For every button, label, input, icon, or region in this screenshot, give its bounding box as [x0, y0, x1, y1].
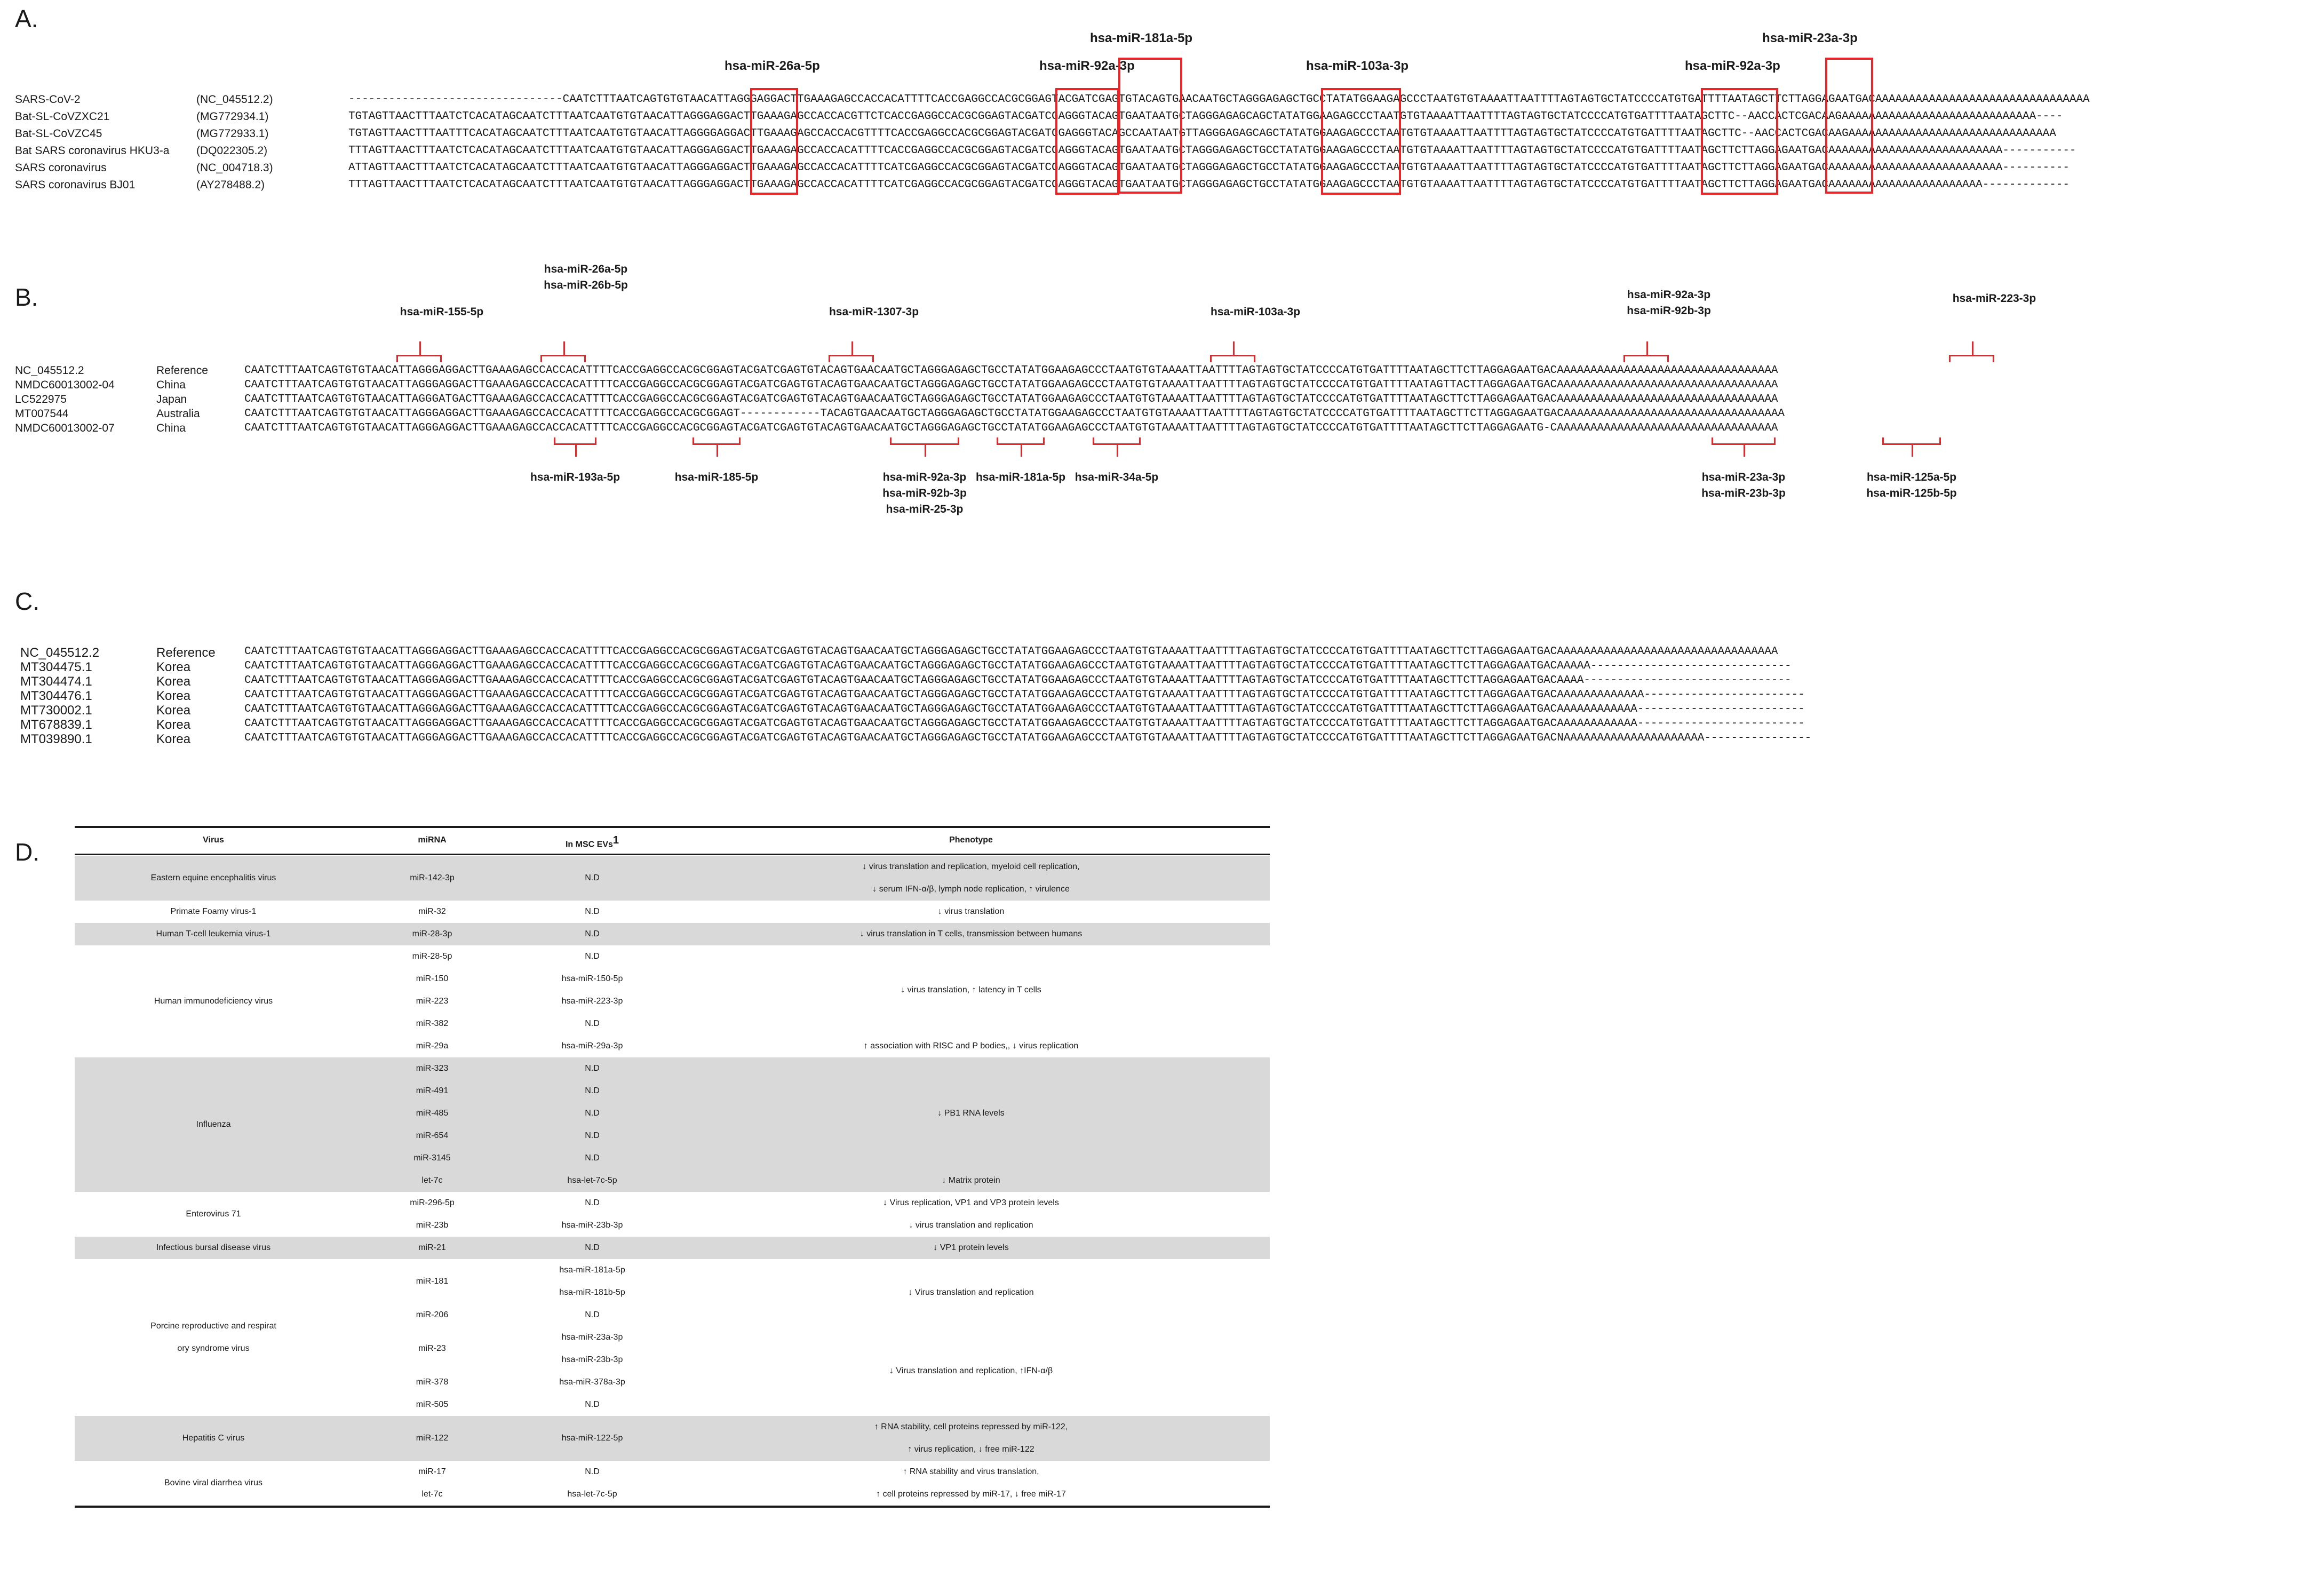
msc-ev-cell: hsa-miR-150-5p — [561, 974, 623, 983]
msc-ev-cell: hsa-miR-223-3p — [561, 997, 623, 1006]
accession-number: (NC_045512.2) — [196, 93, 273, 106]
phenotype-cell: ↓ Virus translation and replication, ↑IFN-α/β — [889, 1366, 1053, 1375]
mirna-label: hsa-miR-185-5p — [674, 471, 759, 483]
msc-ev-cell: hsa-miR-23a-3p hsa-miR-23b-3p — [561, 1333, 623, 1364]
mirna-label: hsa-miR-193a-5p — [530, 471, 620, 483]
mirna-cell: miR-142-3p — [410, 873, 455, 882]
nucleotide-sequence: CAATCTTTAATCAGTGTGTAACATTAGGGAGGACTTGAAAGAGCCACCACATTTTCACCGAGGCCACGCGGAGTACGATCGAGTGTACAGTGAACAATGCTAGGGAGAGCTGCCTATATGGAAGAGCCCTAATGTGTAAAATTAATTTTAGTAGTGCTATCCCCATGTGATTTTAATAGCTTCTTAGGAGAATGACAAAA------------------------------- — [244, 674, 1792, 687]
msc-ev-cell: N.D — [585, 1467, 600, 1476]
sequence-name: Bat-SL-CoVZXC21 — [15, 110, 110, 123]
virus-name-cell: Eastern equine encephalitis virus — [150, 873, 276, 882]
table-header-cell — [672, 829, 1270, 851]
msc-ev-cell: N.D — [585, 873, 600, 882]
sequence-name: NC_045512.2 — [15, 364, 84, 377]
nucleotide-sequence: CAATCTTTAATCAGTGTGTAACATTAGGGAGGACTTGAAAGAGCCACCACATTTTCACCGAGGCCACGCGGAGTACGATCGAGTGTACAGTGAACAATGCTAGGGAGAGCTGCCTATATGGAAGAGCCCTAATGTGTAAAATTAATTTTAGTAGTGCTATCCCCATGTGATTTTAATAGCTTCTTAGGAGAATGACAAAAAAAAAAAAA------------------------ — [244, 689, 1805, 701]
msc-ev-cell: N.D — [585, 1310, 600, 1319]
phenotype-cell: ↑ RNA stability and virus translation, ↑ cell proteins repressed by miR-17, ↓ free miR-17 — [876, 1467, 1066, 1499]
table-header-cell — [75, 829, 352, 851]
header-superscript: 1 — [612, 834, 619, 846]
header-text: miRNA — [418, 835, 447, 845]
mirna-label: hsa-miR-181a-5p — [975, 471, 1066, 483]
nucleotide-sequence: CAATCTTTAATCAGTGTGTAACATTAGGGAGGACTTGAAAGAGCCACCACATTTTCACCGAGGCCACGCGGAGT------------TACAGTGAACAATGCTAGGGAGAGCTGCCTATATGGAAGAGCCCTAATGTGTAAAATTAATTTTAGTAGTGCTATCCCCATGTGATTTTAATAGCTTCTTAGGAGAATGACAAAAAAAAAAAAAAAAAAAAAAAAAAAAAAAAA — [244, 408, 1785, 420]
sequence-name: MT730002.1 — [20, 703, 92, 718]
accession-number: (AY278488.2) — [196, 179, 265, 191]
sequence-name: NC_045512.2 — [20, 646, 100, 660]
sequence-name: Bat SARS coronavirus HKU3-a — [15, 145, 170, 157]
mirna-label: hsa-miR-92a-3p — [1039, 59, 1135, 73]
virus-name-cell: Human immunodeficiency virus — [154, 997, 273, 1006]
mirna-label: hsa-miR-223-3p — [1952, 292, 2036, 305]
msc-ev-cell: N.D — [585, 1153, 600, 1163]
mirna-cell: miR-382 — [416, 1019, 449, 1028]
country-label: Korea — [156, 732, 191, 746]
msc-ev-cell: N.D — [585, 952, 600, 961]
virus-name-cell: Bovine viral diarrhea virus — [164, 1478, 263, 1487]
nucleotide-sequence: TGTAGTTAACTTTAATCTCACATAGCAATCTTTAATCAATGTGTAACATTAGGGAGGACTTGAAAGAGCCACCACGTTCTCACCGAGGCCACGCGGAGTACGATCGAGGGTACAGTGAATAATGCTAGGGAGAGCAGCTATATGGAAGAGCCCTAATGTGTAAAATTAATTTTAGTAGTGCTATCCCCATGTGATTTTAATAGCTTC--AACCACTCGACAAGAAAAAAAAAAAAAAAAAAAAAAAAAAAAA---- — [348, 110, 2063, 123]
msc-ev-cell: hsa-miR-181a-5p hsa-miR-181b-5p — [559, 1265, 625, 1297]
mirna-label: hsa-miR-103a-3p — [1210, 306, 1301, 318]
header-text: Virus — [203, 835, 224, 845]
table-bottom-rule — [75, 1506, 1270, 1508]
mirna-cell: miR-32 — [418, 907, 446, 916]
phenotype-cell: ↓ PB1 RNA levels — [937, 1109, 1005, 1118]
sequence-name: MT678839.1 — [20, 718, 92, 732]
sequence-name: NMDC60013002-04 — [15, 379, 115, 391]
msc-ev-cell: N.D — [585, 1109, 600, 1118]
mirna-cell: miR-3145 — [413, 1153, 451, 1163]
country-label: Korea — [156, 703, 191, 718]
country-label: Australia — [156, 408, 200, 420]
msc-ev-cell: N.D — [585, 1131, 600, 1140]
header-text: In MSC EVs — [565, 840, 613, 849]
sequence-name: MT007544 — [15, 408, 69, 420]
nucleotide-sequence: CAATCTTTAATCAGTGTGTAACATTAGGGATGACTTGAAAGAGCCACCACATTTTCACCGAGGCCACGCGGAGTACGATCGAGTGTACAGTGAACAATGCTAGGGAGAGCTGCCTATATGGAAGAGCCCTAATGTGTAAAATTAATTTTAGTAGTGCTATCCCCATGTGATTTTAATAGCTTCTTAGGAGAATGACAAAAAAAAAAAAAAAAAAAAAAAAAAAAAAAAA — [244, 393, 1778, 405]
sequence-name: NMDC60013002-07 — [15, 422, 115, 434]
mirna-cell: miR-28-5p — [412, 952, 452, 961]
sequence-name: MT039890.1 — [20, 732, 92, 746]
sequence-name: SARS-CoV-2 — [15, 93, 81, 106]
sequence-name: SARS coronavirus — [15, 162, 107, 174]
msc-ev-cell: hsa-miR-122-5p — [561, 1434, 623, 1443]
msc-ev-cell: hsa-let-7c-5p — [567, 1176, 617, 1185]
table-header-cell — [512, 829, 672, 856]
mirna-label: hsa-miR-155-5p — [400, 306, 484, 318]
msc-ev-cell: hsa-miR-29a-3p — [561, 1041, 623, 1050]
virus-name-cell: Porcine reproductive and respirat ory syndrome virus — [150, 1322, 276, 1353]
sequence-name: SARS coronavirus BJ01 — [15, 179, 136, 191]
virus-name-cell: Infectious bursal disease virus — [156, 1243, 271, 1252]
msc-ev-cell: N.D — [585, 1064, 600, 1073]
sequence-name: MT304475.1 — [20, 660, 92, 674]
mirna-label: hsa-miR-23a-3p hsa-miR-23b-3p — [1701, 471, 1786, 499]
nucleotide-sequence: CAATCTTTAATCAGTGTGTAACATTAGGGAGGACTTGAAAGAGCCACCACATTTTCACCGAGGCCACGCGGAGTACGATCGAGTGTACAGTGAACAATGCTAGGGAGAGCTGCCTATATGGAAGAGCCCTAATGTGTAAAATTAATTTTAGTAGTGCTATCCCCATGTGATTTTAATAGCTTCTTAGGAGAATGACAAAAAAAAAAAAAAAAAAAAAAAAAAAAAAAAA — [244, 646, 1778, 658]
mirna-label: hsa-miR-181a-5p — [1090, 31, 1193, 45]
sequence-name: LC522975 — [15, 393, 67, 405]
panel-label-a: A. — [15, 5, 38, 33]
country-label: Korea — [156, 689, 191, 703]
mirna-cell: let-7c — [421, 1490, 443, 1499]
accession-number: (NC_004718.3) — [196, 162, 273, 174]
mirna-cell: miR-206 — [416, 1310, 449, 1319]
mirna-label: hsa-miR-26a-5p hsa-miR-26b-5p — [544, 263, 628, 291]
mirna-cell: miR-28-3p — [412, 929, 452, 938]
virus-name-cell: Primate Foamy virus-1 — [170, 907, 257, 916]
nucleotide-sequence: ATTAGTTAACTTTAATCTCACATAGCAATCTTTAATCAATGTGTAACATTAGGGAGGACTTGAAAGAGCCACCACATTTTCATCGAGGCCACGCGGAGTACGATCGAGGGTACAGTGAATAATGCTAGGGAGAGCTGCCTATATGGAAGAGCCCTAATGTGTAAAATTAATTTTAGTAGTGCTATCCCCATGTGATTTTAATAGCTTCTTAGGAGAATGACAAAAAAAAAAAAAAAAAAAAAAAAAA---------- — [348, 162, 2070, 174]
msc-ev-cell: N.D — [585, 929, 600, 938]
mirna-cell: miR-654 — [416, 1131, 449, 1140]
msc-ev-cell: N.D — [585, 1198, 600, 1207]
mirna-cell: miR-485 — [416, 1109, 449, 1118]
mirna-label: hsa-miR-92a-3p hsa-miR-92b-3p hsa-miR-25-3p — [882, 471, 967, 515]
nucleotide-sequence: --------------------------------CAATCTTTAATCAGTGTGTAACATTAGGGAGGACTTGAAAGAGCCACCACATTTTCACCGAGGCCACGCGGAGTACGATCGAGTGTACAGTGAACAATGCTAGGGAGAGCTGCCTATATGGAAGAGCCCTAATGTGTAAAATTAATTTTAGTAGTGCTATCCCCATGTGATTTTAATAGCTTCTTAGGAGAATGACAAAAAAAAAAAAAAAAAAAAAAAAAAAAAAAA — [348, 93, 2090, 106]
phenotype-cell: ↓ virus translation in T cells, transmission between humans — [859, 929, 1083, 938]
nucleotide-sequence: CAATCTTTAATCAGTGTGTAACATTAGGGAGGACTTGAAAGAGCCACCACATTTTCACCGAGGCCACGCGGAGTACGATCGAGTGTACAGTGAACAATGCTAGGGAGAGCTGCCTATATGGAAGAGCCCTAATGTGTAAAATTAATTTTAGTAGTGCTATCCCCATGTGATTTTAATAGCTTCTTAGGAGAATGACAAAAA------------------------------ — [244, 660, 1792, 672]
virus-name-cell: Human T-cell leukemia virus-1 — [156, 929, 271, 938]
phenotype-cell: ↓ Virus replication, VP1 and VP3 protein levels — [883, 1198, 1059, 1207]
msc-ev-cell: N.D — [585, 1019, 600, 1028]
mirna-cell: miR-29a — [416, 1041, 449, 1050]
msc-ev-cell: hsa-miR-23b-3p — [561, 1221, 623, 1230]
mirna-label: hsa-miR-125a-5p hsa-miR-125b-5p — [1866, 471, 1957, 499]
phenotype-cell: ↓ virus translation and replication, myeloid cell replication, ↓ serum IFN-α/β, lymph node replication, ↑ virulence — [862, 862, 1080, 894]
nucleotide-sequence: CAATCTTTAATCAGTGTGTAACATTAGGGAGGACTTGAAAGAGCCACCACATTTTCACCGAGGCCACGCGGAGTACGATCGAGTGTACAGTGAACAATGCTAGGGAGAGCTGCCTATATGGAAGAGCCCTAATGTGTAAAATTAATTTTAGTAGTGCTATCCCCATGTGATTTTAATAGCTTCTTAGGAGAATGACNAAAAAAAAAAAAAAAAAAAAA---------------- — [244, 732, 1812, 744]
country-label: Reference — [156, 646, 216, 660]
country-label: Japan — [156, 393, 187, 405]
msc-ev-cell: N.D — [585, 1243, 600, 1252]
msc-ev-cell: N.D — [585, 907, 600, 916]
phenotype-cell: ↓ Matrix protein — [942, 1176, 1000, 1185]
virus-name-cell: Influenza — [196, 1120, 231, 1129]
mirna-cell: miR-223 — [416, 997, 449, 1006]
nucleotide-sequence: CAATCTTTAATCAGTGTGTAACATTAGGGAGGACTTGAAAGAGCCACCACATTTTCACCGAGGCCACGCGGAGTACGATCGAGTGTACAGTGAACAATGCTAGGGAGAGCTGCCTATATGGAAGAGCCCTAATGTGTAAAATTAATTTTAGTAGTGCTATCCCCATGTGATTTTAATAGCTTCTTAGGAGAATGACAAAAAAAAAAAA------------------------- — [244, 718, 1805, 730]
phenotype-cell: ↓ virus translation, ↑ latency in T cells — [901, 985, 1041, 994]
country-label: Reference — [156, 364, 208, 377]
nucleotide-sequence: CAATCTTTAATCAGTGTGTAACATTAGGGAGGACTTGAAAGAGCCACCACATTTTCACCGAGGCCACGCGGAGTACGATCGAGTGTACAGTGAACAATGCTAGGGAGAGCTGCCTATATGGAAGAGCCCTAATGTGTAAAATTAATTTTAGTAGTGCTATCCCCATGTGATTTTAATAGCTTCTTAGGAGAATG-CAAAAAAAAAAAAAAAAAAAAAAAAAAAAAAAAA — [244, 422, 1778, 434]
phenotype-cell: ↓ virus translation — [937, 907, 1005, 916]
mirna-cell: miR-17 — [418, 1467, 446, 1476]
nucleotide-sequence: CAATCTTTAATCAGTGTGTAACATTAGGGAGGACTTGAAAGAGCCACCACATTTTCACCGAGGCCACGCGGAGTACGATCGAGTGTACAGTGAACAATGCTAGGGAGAGCTGCCTATATGGAAGAGCCCTAATGTGTAAAATTAATTTTAGTAGTGCTATCCCCATGTGATTTTAATAGTTACTTAGGAGAATGACAAAAAAAAAAAAAAAAAAAAAAAAAAAAAAAAA — [244, 379, 1778, 391]
nucleotide-sequence: TTTAGTTAACTTTAATCTCACATAGCAATCTTTAATCAATGTGTAACATTAGGGAGGACTTGAAAGAGCCACCACATTTTCATCGAGGCCACGCGGAGTACGATCGAGGGTACAGTGAATAATGCTAGGGAGAGCTGCCTATATGGAAGAGCCCTAATGTGTAAAATTAATTTTAGTAGTGCTATCCCCATGTGATTTTAATAGCTTCTTAGGAGAATGACAAAAAAAAAAAAAAAAAAAAAAA------------- — [348, 179, 2070, 191]
panel-label-c: C. — [15, 587, 39, 615]
nucleotide-sequence: CAATCTTTAATCAGTGTGTAACATTAGGGAGGACTTGAAAGAGCCACCACATTTTCACCGAGGCCACGCGGAGTACGATCGAGTGTACAGTGAACAATGCTAGGGAGAGCTGCCTATATGGAAGAGCCCTAATGTGTAAAATTAATTTTAGTAGTGCTATCCCCATGTGATTTTAATAGCTTCTTAGGAGAATGACAAAAAAAAAAAAAAAAAAAAAAAAAAAAAAAAA — [244, 364, 1778, 377]
accession-number: (MG772933.1) — [196, 128, 269, 140]
virus-name-cell: Enterovirus 71 — [186, 1209, 241, 1219]
country-label: China — [156, 379, 186, 391]
phenotype-cell: ↑ RNA stability, cell proteins repressed by miR-122, ↑ virus replication, ↓ free miR-122 — [874, 1422, 1068, 1454]
mirna-cell: let-7c — [421, 1176, 443, 1185]
mirna-cell: miR-23 — [418, 1344, 446, 1353]
mirna-label: hsa-miR-103a-3p — [1306, 59, 1409, 73]
mirna-label: hsa-miR-92a-3p — [1685, 59, 1780, 73]
country-label: China — [156, 422, 186, 434]
msc-ev-cell: hsa-miR-378a-3p — [559, 1378, 625, 1387]
msc-ev-cell: hsa-let-7c-5p — [567, 1490, 617, 1499]
panel-label-d: D. — [15, 838, 39, 866]
mirna-label: hsa-miR-1307-3p — [829, 306, 919, 318]
nucleotide-sequence: CAATCTTTAATCAGTGTGTAACATTAGGGAGGACTTGAAAGAGCCACCACATTTTCACCGAGGCCACGCGGAGTACGATCGAGTGTACAGTGAACAATGCTAGGGAGAGCTGCCTATATGGAAGAGCCCTAATGTGTAAAATTAATTTTAGTAGTGCTATCCCCATGTGATTTTAATAGCTTCTTAGGAGAATGACAAAAAAAAAAAA------------------------- — [244, 703, 1805, 715]
mirna-cell: miR-505 — [416, 1400, 449, 1409]
mirna-cell: miR-122 — [416, 1434, 449, 1443]
mirna-cell: miR-181 — [416, 1277, 449, 1286]
accession-number: (MG772934.1) — [196, 110, 269, 123]
sequence-name: Bat-SL-CoVZC45 — [15, 128, 102, 140]
panel-label-b: B. — [15, 283, 38, 311]
table-header-rule — [75, 854, 1270, 855]
virus-name-cell: Hepatitis C virus — [182, 1434, 245, 1443]
mirna-cell: miR-491 — [416, 1086, 449, 1095]
nucleotide-sequence: TTTAGTTAACTTTAATCTCACATAGCAATCTTTAATCAATGTGTAACATTAGGGAGGACTTGAAAGAGCCACCACATTTTCACCGAGGCCACGCGGAGTACGATCGAGGGTACAGTGAATAATGCTAGGGAGAGCTGCCTATATGGAAGAGCCCTAATGTGTAAAATTAATTTTAGTAGTGCTATCCCCATGTGATTTTAATAGCTTCTTAGGAGAATGACAAAAAAAAAAAAAAAAAAAAAAAAAA----------- — [348, 145, 2076, 157]
mirna-label: hsa-miR-23a-3p — [1762, 31, 1858, 45]
accession-number: (DQ022305.2) — [196, 145, 268, 157]
sequence-name: MT304474.1 — [20, 674, 92, 689]
msc-ev-cell: N.D — [585, 1400, 600, 1409]
table-header-cell — [352, 829, 512, 851]
country-label: Korea — [156, 674, 191, 689]
phenotype-cell: ↓ VP1 protein levels — [933, 1243, 1009, 1252]
country-label: Korea — [156, 718, 191, 732]
sequence-name: MT304476.1 — [20, 689, 92, 703]
mirna-cell: miR-23b — [416, 1221, 449, 1230]
mirna-cell: miR-296-5p — [410, 1198, 455, 1207]
mirna-label: hsa-miR-34a-5p — [1075, 471, 1159, 483]
mirna-cell: miR-21 — [418, 1243, 446, 1252]
phenotype-cell: ↓ Virus translation and replication — [908, 1288, 1034, 1297]
nucleotide-sequence: TGTAGTTAACTTTAATTTCACATAGCAATCTTTAATCAATGTGTAACATTAGGGGAGGACTTGAAAGAGCCACCACGTTTTCACCGAGGCCACGCGGAGTACGATCGAGGGTACAGCCAATAATGTTAGGGAGAGCAGCTATATGGAAGAGCCCTAATGTGTAAAATTAATTTTAGTAGTGCTATCCCCATGTGATTTTAATAGCTTC--AACCACTCGACAAGAAAAAAAAAAAAAAAAAAAAAAAAAAAAAAA — [348, 128, 2056, 140]
mirna-label: hsa-miR-26a-5p — [725, 59, 820, 73]
mirna-cell: miR-378 — [416, 1378, 449, 1387]
msc-ev-cell: N.D — [585, 1086, 600, 1095]
mirna-cell: miR-150 — [416, 974, 449, 983]
phenotype-cell: ↑ association with RISC and P bodies,, ↓ virus replication — [863, 1041, 1079, 1050]
phenotype-cell: ↓ virus translation and replication — [909, 1221, 1033, 1230]
mirna-cell: miR-323 — [416, 1064, 449, 1073]
country-label: Korea — [156, 660, 191, 674]
header-text: Phenotype — [949, 835, 993, 845]
mirna-label: hsa-miR-92a-3p hsa-miR-92b-3p — [1627, 289, 1711, 317]
